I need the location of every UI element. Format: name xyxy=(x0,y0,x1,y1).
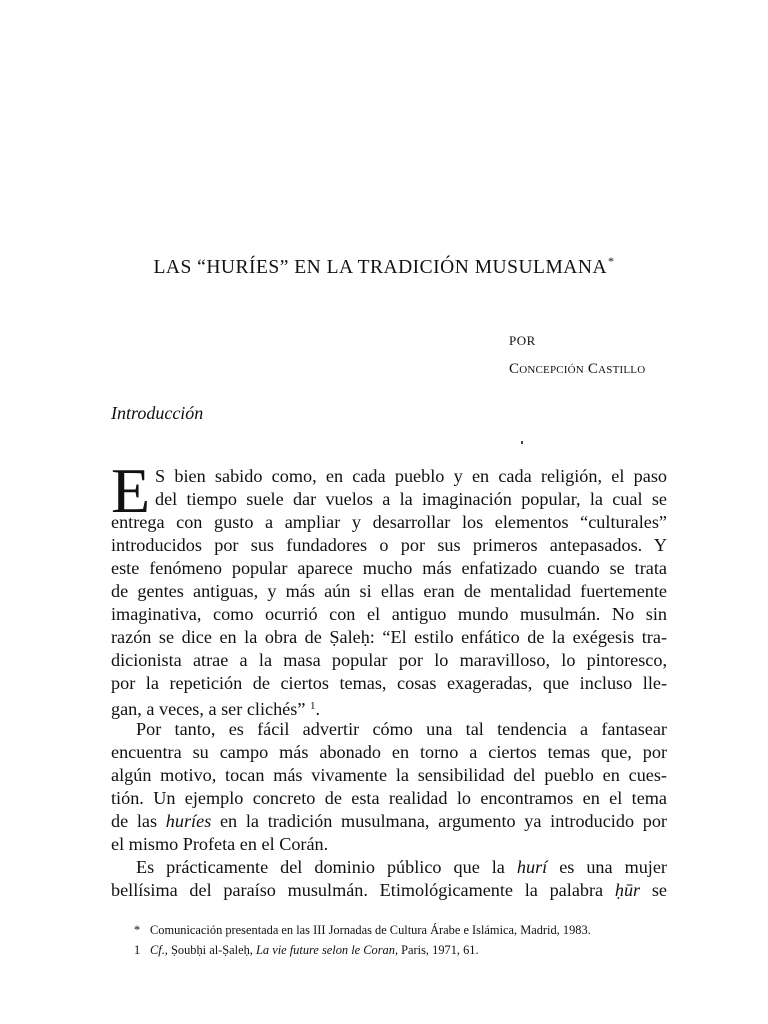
body-line-text: Es prácticamente del dominio público que la xyxy=(136,857,517,877)
scan-speck xyxy=(521,441,523,444)
italic-term-huri: hurí xyxy=(516,857,548,877)
article-title-text: LAS “HURÍES” EN LA TRADICIÓN MUSULMANA xyxy=(153,257,608,278)
body-line: el mismo Profeta en el Corán. xyxy=(111,834,329,854)
body-line-text: bellísima del paraíso musulmán. Etimológicamente la palabra xyxy=(111,880,615,900)
footnote-mark: 1 xyxy=(134,943,141,957)
body-line-text: de las xyxy=(111,811,166,831)
footnote-text: Comunicación presentada en las III Jornadas de Cultura Árabe e Islámica, Madrid, 1983. xyxy=(150,923,591,937)
body-line: del tiempo suele dar vuelos a la imaginación popular, la cual se xyxy=(155,489,667,509)
body-line: algún motivo, tocan más vivamente la sensibilidad del pueblo en cues- xyxy=(111,765,667,785)
body-line xyxy=(111,810,667,833)
body-line: tión. Un ejemplo concreto de esta realidad lo encontramos en el tema xyxy=(111,788,667,808)
body-line xyxy=(111,856,667,879)
footnote xyxy=(134,940,674,960)
body-line xyxy=(111,879,667,902)
title-footnote-mark: * xyxy=(608,254,615,268)
body-line xyxy=(111,695,667,718)
article-title xyxy=(0,254,768,279)
body-line: razón se dice en la obra de Ṣaleḥ: “El estilo enfático de la exégesis tra- xyxy=(111,627,667,647)
body-line: encuentra su campo más abonado en torno a ciertos temas que, por xyxy=(111,742,667,762)
body-line: imaginativa, como ocurrió con el antiguo mundo musulmán. No sin xyxy=(111,604,667,624)
body-line: Por tanto, es fácil advertir cómo una tal tendencia a fantasear xyxy=(136,719,667,739)
body-line: S bien sabido como, en cada pueblo y en cada religión, el paso xyxy=(155,466,667,486)
section-heading: Introducción xyxy=(111,403,204,423)
body-line-text: gan, a veces, a ser clichés” xyxy=(111,699,306,719)
body-line: dicionista atrae a la masa popular por lo maravilloso, lo pintoresco, xyxy=(111,650,667,670)
body-line: este fenómeno popular aparece mucho más enfatizado cuando se trata xyxy=(111,558,667,578)
footnote xyxy=(134,920,674,940)
footnote-mark: * xyxy=(134,923,141,937)
footnote-work-title: La vie future selon le Coran, xyxy=(256,943,399,957)
footnotes xyxy=(134,920,674,960)
footnote-ref: 1 xyxy=(309,700,316,712)
footnote-publication: Paris, 1971, 61. xyxy=(398,943,479,957)
byline-por: POR xyxy=(509,333,536,348)
footnote-text xyxy=(150,940,479,960)
body-line: entrega con gusto a ampliar y desarrollar los elementos “culturales” xyxy=(111,512,667,532)
italic-term-huries: huríes xyxy=(165,811,212,831)
body-line-end: . xyxy=(315,699,320,719)
footnote-author: Ṣoubḥi al-Ṣaleḥ, xyxy=(171,943,257,957)
body-text xyxy=(111,455,667,902)
italic-term-hur: ḥūr xyxy=(614,880,641,900)
body-line-text: se xyxy=(640,880,667,900)
body-line-text: es una mujer xyxy=(547,857,667,877)
body-line: por la repetición de ciertos temas, cosas exageradas, que incluso lle- xyxy=(111,673,667,693)
body-line-text: en la tradición musulmana, argumento ya introducido por xyxy=(211,811,667,831)
body-line: de gentes antiguas, y más aún si ellas eran de mentalidad fuertemente xyxy=(111,581,667,601)
author-name: Concepción Castillo xyxy=(509,361,646,377)
body-line: introducidos por sus fundadores o por sus primeros antepasados. Y xyxy=(111,535,667,555)
footnote-cf: Cf., xyxy=(150,943,171,957)
drop-cap: E xyxy=(111,455,151,526)
byline xyxy=(509,333,645,378)
